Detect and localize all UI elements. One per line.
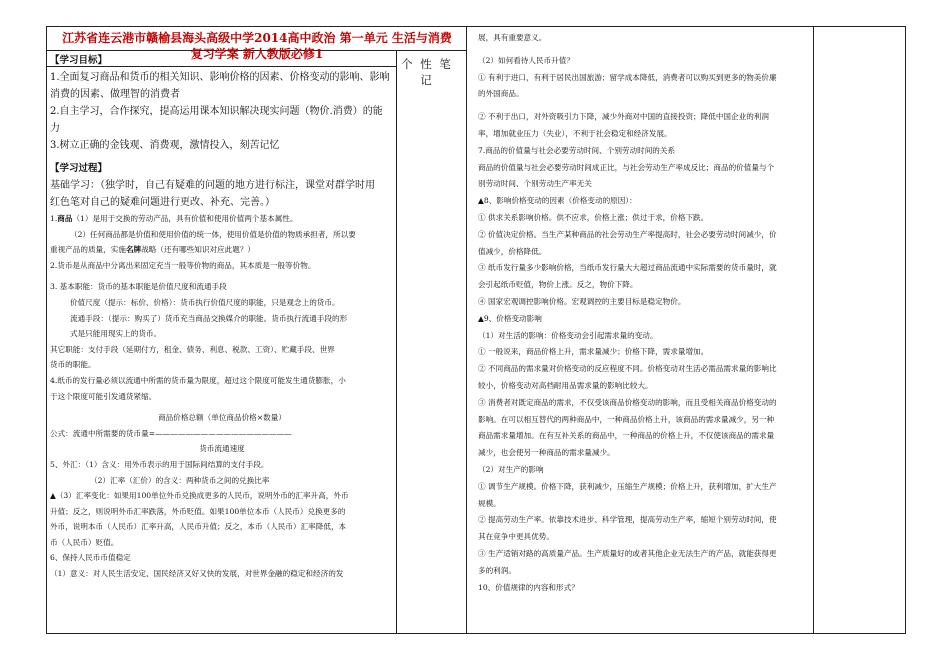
goal-1a: 1.全面复习商品和货币的相关知识、影响价格的因素、价格变动的影响、影响 <box>50 72 390 83</box>
divider-right-notes <box>813 26 814 633</box>
item-3a: 价值尺度（提示：标价、价格）：货币执行价值尺度的职能，只是观念上的货币。 <box>70 297 340 307</box>
goal-1b: 消费的因素、做理智的消费者 <box>50 89 180 100</box>
r-line-15a: ③ 消费者对既定商品的需求，不仅受该商品价格变动的影响，而且受相关商品价格变动的 <box>478 397 777 407</box>
r-line-0: 展，具有重要意义。 <box>478 33 547 42</box>
goals-heading: 【学习目标】 <box>50 55 108 66</box>
item-4a: 4.纸币的发行量必须以流通中所需的货币量为限度，超过这个限度可能发生通货膨胀，小 <box>50 375 346 385</box>
r-line-5b: 别劳动时间、个别劳动生产率无关 <box>478 179 592 189</box>
r-line-14b: 较小，价格变动对高档耐用品需求量的影响比较大。 <box>478 380 653 390</box>
r-line-12: （1）对生活的影响：价格变动会引起需求量的变动。 <box>478 330 658 340</box>
formula-numerator: 商品价格总额（单位商品价格×数量） <box>158 413 286 423</box>
item-3e: 货币的职能。 <box>50 360 96 370</box>
r-line-17b: 规模。 <box>478 498 501 508</box>
left-column <box>50 52 394 632</box>
item-5-3a: ▲（3）汇率变化：如果用100单位外币兑换成更多的人民币，说明外币的汇率升高，外币 <box>50 491 349 501</box>
r-line-13: ① 一般说来，商品价格上升，需求量减少；价格下降，需求量增加。 <box>478 347 709 357</box>
item-5: 5、外汇：（1）含义：用外币表示的用于国际间结算的支付手段。 <box>50 459 269 469</box>
item-6-1: （1）意义：对人民生活安定、国民经济又好又快的发展，对世界金融的稳定和经济的发 <box>50 569 344 579</box>
r-line-5a: 商品的价值量与社会必要劳动时间成正比，与社会劳动生产率成反比；商品的价值量与个 <box>478 162 775 172</box>
r-line-9b: 会引起纸币贬值，物价上涨。反之，物价下降。 <box>478 280 638 290</box>
item-5-2: （2）汇率（汇价）的含义：两种货币之间的兑换比率 <box>90 475 270 485</box>
right-column <box>478 30 812 632</box>
r-line-1: （2）如何看待人民币升值？ <box>478 55 574 65</box>
item-3d: 其它职能：支付手段（延期付方，租金、债务、利息、税款、工资）、贮藏手段、世界 <box>50 344 335 354</box>
r-line-6: ▲8、影响价格变动的因素（价格变动的原因）： <box>478 196 637 206</box>
item-1b: （2）任何商品都是价值和使用价值的统一体，使用价值是价值的物质承担者，所以要 <box>70 229 356 239</box>
r-line-3b: 率，增加就业压力（失业），不利于社会稳定和经济发展。 <box>478 128 672 138</box>
item-4b: 于这个限度可能引发通货紧缩。 <box>50 391 157 401</box>
divider-notes-inner <box>396 50 397 633</box>
r-line-7: ① 供求关系影响价格。供不应求，价格上涨；供过于求，价格下跌。 <box>478 212 709 222</box>
r-line-14a: ② 不同商品的需求量对价格变动的反应程度不同。价格变动对生活必需品需求量的影响比 <box>478 364 777 374</box>
r-line-16: （2）对生产的影响 <box>478 464 544 474</box>
r-line-19a: ③ 生产适销对路的高质量产品。生产质量好的或者其他企业无法生产的产品，就能获得更 <box>478 548 777 558</box>
item-5-3d: 币（人民币）贬值。 <box>50 537 119 547</box>
item-3: 3. 基本职能：货币的基本职能是价值尺度和流通手段 <box>50 282 227 292</box>
r-line-8b: 值减少，价格降低。 <box>478 246 547 256</box>
basic-study-b: 红色笔对自己的疑难问题进行更改、补充、完善。） <box>50 197 275 208</box>
goal-2b: 力 <box>50 123 60 134</box>
item-2: 2.货币是从商品中分离出来固定充当一般等价物的商品，其本质是一般等价物。 <box>50 260 316 270</box>
r-line-15d: 减少，也会使另一种商品的需求量减少。 <box>478 448 615 458</box>
r-line-2a: ① 有利于进口，有利于居民出国旅游；留学成本降低，消费者可以购买到更多的物美价廉 <box>478 72 777 82</box>
item-1c: 重视产品的质量，实施名牌战略（还有哪些知识对应此题？） <box>50 245 256 255</box>
r-line-18a: ② 提高劳动生产率。依靠技术进步、科学管理，提高劳动生产率，缩短个别劳动时间，使 <box>478 515 777 525</box>
formula-label: 公式：流通中所需要的货币量=—————————————————— <box>50 428 292 438</box>
r-line-17a: ① 调节生产规模。价格下降，获利减少，压缩生产规模；价格上升，获利增加，扩大生产 <box>478 481 777 491</box>
r-line-11: ▲9、价格变动影响 <box>478 313 542 323</box>
item-3c: 式是只能用现实上的货币。 <box>70 329 162 339</box>
r-line-3a: ② 不利于出口，对外资吸引力下降，减少外商对中国的直接投资；降低中国企业的利润 <box>478 112 769 122</box>
r-line-10: ④ 国家宏观调控影响价格。宏观调控的主要目标是稳定物价。 <box>478 296 686 306</box>
r-line-4: 7.商品的价值量与社会必要劳动时间、个别劳动时间的关系 <box>478 145 676 155</box>
item-5-3b: 升值；反之，则说明外币汇率跌落，外币贬值。如果100单位本币（人民币）兑换更多的 <box>50 506 346 516</box>
personal-notes-label: 个 性 笔 记 <box>401 57 453 87</box>
formula-denominator: 货币流通速度 <box>199 444 245 454</box>
r-line-19b: 多的利润。 <box>478 565 516 575</box>
title-line-1: 江苏省连云港市赣榆县海头高级中学2014高中政治 第一单元 生活与消费 <box>62 31 452 45</box>
r-line-15b: 影响。在可以相互替代的两种商品中，一种商品价格上升，该商品的需求量减少，另一种 <box>478 414 775 424</box>
goal-3: 3.树立正确的金钱观、消费观，激情投入，刻苦记忆 <box>50 140 280 151</box>
r-line-9a: ③ 纸币发行量多少影响价格，当纸币发行量大大超过商品流通中实际需要的货币量时，就 <box>478 263 777 273</box>
r-line-2b: 的外国商品。 <box>478 89 524 99</box>
basic-study-a: 基础学习：（独学时，自己有疑难的问题的地方进行标注，课堂对群学时用 <box>50 180 375 191</box>
item-3b: 流通手段：（提示：购买了）货币充当商品交换媒介的职能。货币执行流通手段的形 <box>70 313 348 323</box>
r-line-20: 10、价值规律的内容和形式？ <box>478 582 579 592</box>
title-line-2: 复习学案 新人教版必修1 <box>190 47 324 61</box>
goal-2a: 2.自主学习，合作探究，提高运用课本知识解决现实问题（物价.消费）的能 <box>50 106 383 117</box>
r-line-18b: 其在竞争中更具优势。 <box>478 532 554 542</box>
r-line-8a: ② 价值决定价格。当生产某种商品的社会劳动生产率提高时，社会必要劳动时间减少，价 <box>478 229 777 239</box>
process-heading: 【学习过程】 <box>50 163 108 174</box>
item-6: 6、保持人民币币值稳定 <box>50 553 131 563</box>
item-1a: 1.商品（1）是用于交换的劳动产品，具有价值和使用价值两个基本属性。 <box>50 214 298 223</box>
item-5-3c: 外币，说明本币（人民币）汇率升高，人民币升值；反之，本币（人民币）汇率降低，本 <box>50 522 347 532</box>
r-line-15c: 商品需求量增加。在有互补关系的商品中，一种商品的价格上升，不仅使该商品的需求量 <box>478 431 775 441</box>
divider-notes-left <box>466 26 467 633</box>
